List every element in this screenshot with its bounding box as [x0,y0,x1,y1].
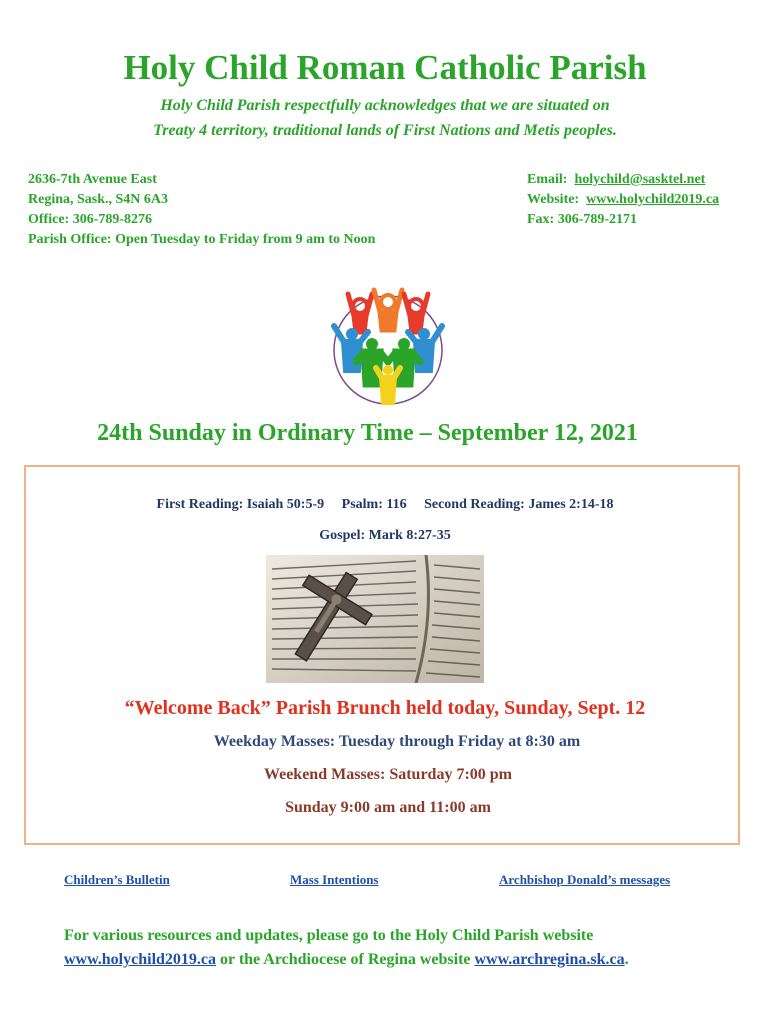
crucifix-bible-image [266,555,484,683]
parish-people-circle-logo [330,286,446,408]
readings-row [0,497,770,513]
archdiocese-website-link[interactable]: www.archregina.sk.ca [474,951,625,968]
office-phone: Office: 306-789-8276 [28,212,153,227]
fax-number: Fax: 306-789-2171 [527,212,638,227]
gospel-reading: Gospel: Mark 8:27-35 [319,528,451,543]
email-row [527,170,719,190]
weekday-masses: Weekday Masses: Tuesday through Friday at 8:30 am [213,733,581,750]
website-link[interactable]: www.holychild2019.ca [586,192,720,207]
archbishop-messages-link[interactable]: Archbishop Donald’s messages [499,872,671,887]
resources-line-2 [64,948,744,972]
land-acknowledgement [0,93,770,143]
figure-red-right [404,294,428,332]
office-hours: Parish Office: Open Tuesday to Friday from 9 am to Noon [28,232,376,247]
weekend-masses: Weekend Masses: Saturday 7:00 pm [263,766,512,783]
crucifix-bible-illustration [266,555,484,683]
brunch-announcement: “Welcome Back” Parish Brunch held today, Sunday, Sept. 12 [124,697,646,719]
website-label: Website: [527,192,580,207]
page-title: Holy Child Roman Catholic Parish [123,48,647,87]
resources-middle-text: or the Archdiocese of Regina website [216,951,475,968]
figure-orange [374,290,402,330]
psalm: Psalm: 116 [341,497,407,512]
email-link[interactable]: holychild@sasktel.net [574,172,706,187]
contact-block [527,170,719,230]
address-block [28,170,375,250]
sunday-masses: Sunday 9:00 am and 11:00 am [285,799,491,816]
figure-yellow [376,365,400,402]
childrens-bulletin-link[interactable]: Children’s Bulletin [64,872,170,887]
ack-line-2: Treaty 4 territory, traditional lands of First Nations and Metis peoples. [153,122,617,139]
resources-line-1: For various resources and updates, please go to the Holy Child Parish website [64,927,594,944]
first-reading: First Reading: Isaiah 50:5-9 [156,497,325,512]
resources-paragraph [64,924,744,972]
city-address: Regina, Sask., S4N 6A3 [28,192,169,207]
street-address: 2636-7th Avenue East [28,172,157,187]
ack-line-1: Holy Child Parish respectfully acknowledges that we are situated on [160,97,610,114]
resources-end-punctuation: . [624,951,629,968]
mass-intentions-link[interactable]: Mass Intentions [290,872,379,887]
website-row [527,190,719,210]
figure-red [348,294,372,332]
email-label: Email: [527,172,568,187]
liturgy-heading: 24th Sunday in Ordinary Time – September 12, 2021 [97,420,638,446]
second-reading: Second Reading: James 2:14-18 [424,497,614,512]
parish-website-link[interactable]: www.holychild2019.ca [64,951,217,968]
